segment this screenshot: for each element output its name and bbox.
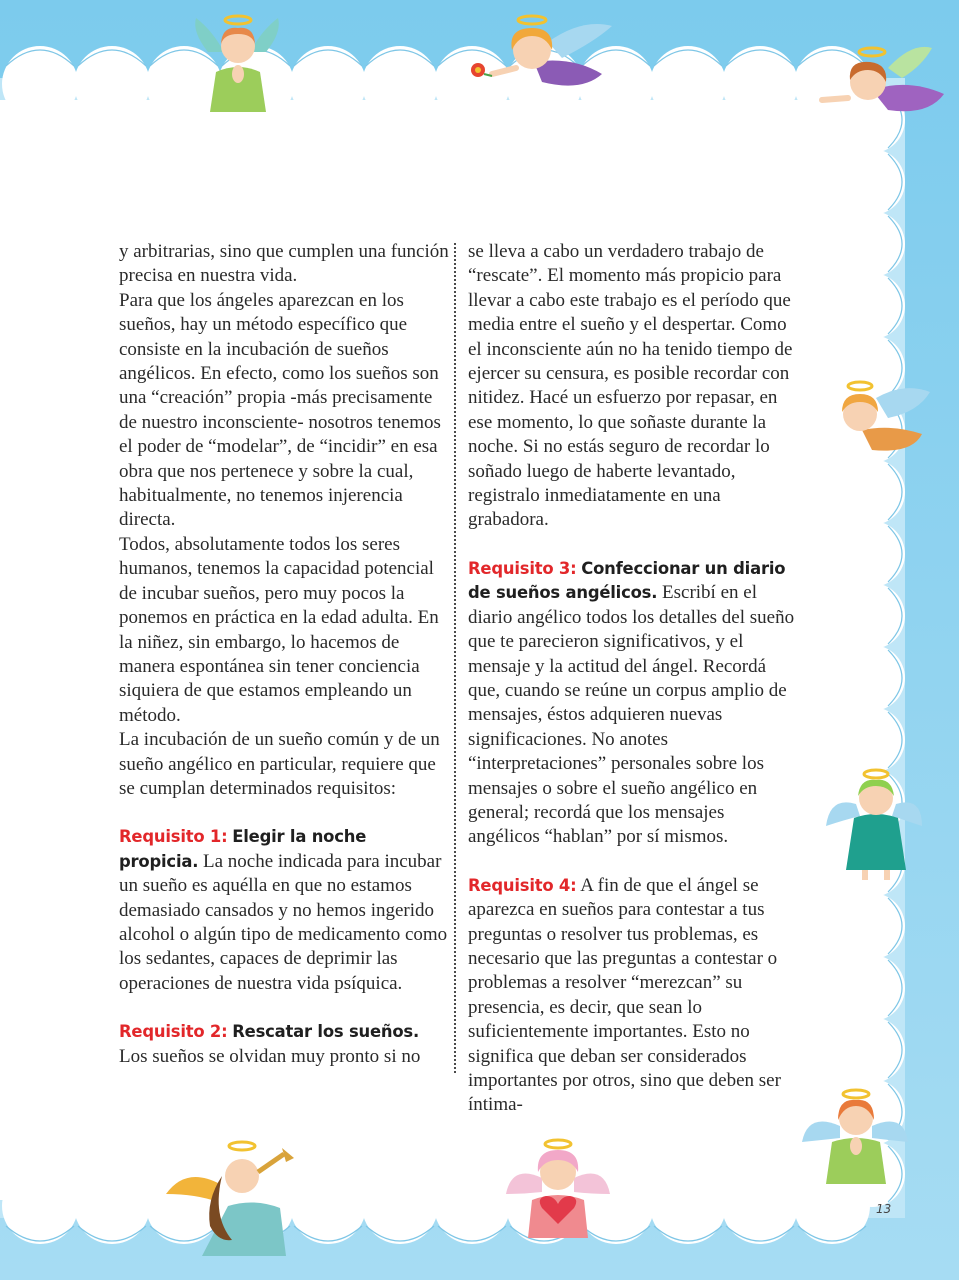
heart-angel-icon <box>502 1134 614 1242</box>
paragraph: se lleva a cabo un verdadero trabajo de “rescate”. El momento más propicio para llevar a cabo este trabajo es el período que media entre el sueño y el despertar. Como el inconsciente aún no ha tenido tiempo de ejercer su censura, es posible recordar con nitidez. Hacé un esfuerzo por repasar, en ese momento, lo que soñaste durante la noche. Si no estás seguro de recordar lo soñado luego de haberte levantado, registralo inmediatamente en una grabadora. <box>468 241 793 531</box>
praying-angel-icon <box>800 1086 910 1186</box>
requirement-2 <box>119 1020 449 1069</box>
resting-angel-icon <box>832 378 932 458</box>
cheering-angel-icon <box>826 766 922 882</box>
requirement-label: Requisito 1: <box>119 827 228 847</box>
requirement-text: La noche indicada para incubar un sueño es aquélla en que no estamos demasiado cansados y no hemos ingerido alcohol o algún tipo de medicamento como los sedantes, capaces de deprimir las operaciones de nuestra vida psíquica. <box>119 850 448 994</box>
requirement-title: Rescatar los sueños. <box>232 1022 419 1042</box>
requirement-3 <box>468 557 798 850</box>
paragraph: y arbitrarias, sino que cumplen una función precisa en nuestra vida. <box>119 241 449 287</box>
page-number: 13 <box>876 1202 892 1216</box>
requirement-label: Requisito 2: <box>119 1022 228 1042</box>
requirement-4 <box>468 874 798 1118</box>
flying-angel-icon <box>812 38 952 134</box>
requirement-text: A fin de que el ángel se aparezca en sueños para contestar a tus preguntas o resolver tus problemas, es necesario que las preguntas a contestar o problemas a resolver “merezcan” su presencia, es decir, que sean lo suficientemente importantes. Esto no significa que deban ser considerados importantes por otros, sino que deben ser íntima- <box>468 874 781 1116</box>
praying-angel-icon <box>192 12 282 116</box>
column-divider <box>454 243 456 1073</box>
requirement-title: Confeccionar un diario de sueños angélicos. <box>468 558 786 603</box>
requirement-label: Requisito 4: <box>468 875 577 895</box>
requirement-1 <box>119 825 449 996</box>
right-column <box>468 240 798 1118</box>
trumpet-angel-icon <box>162 1136 312 1262</box>
requirement-text: Los sueños se olvidan muy pronto si no <box>119 1045 421 1067</box>
paragraph: Todos, absolutamente todos los seres humanos, tenemos la capacidad potencial de incubar sueños, pero muy pocos la ponemos en práctica en la edad adulta. En la niñez, sin embargo, lo hacemos de manera espontánea sin tener conciencia siquiera de que estamos empleando un método. <box>119 533 439 726</box>
paragraph: La incubación de un sueño común y de un sueño angélico en particular, requiere que se cumplan determinados requisitos: <box>119 729 440 799</box>
flying-angel-with-flower-icon <box>462 12 622 108</box>
requirement-label: Requisito 3: <box>468 558 577 578</box>
left-column <box>119 240 449 1069</box>
paragraph: Para que los ángeles aparezcan en los sueños, hay un método específico que consiste en la incubación de sueños angélicos. En efecto, como los sueños son una “creación” propia -más precisamente de nuestro inconsciente- nosotros tenemos el poder de “modelar”, de “incidir” en esa obra que nos pertenece y sobre la cual, habitualmente, no tenemos injerencia directa. <box>119 289 441 531</box>
requirement-title: Elegir la noche propicia. <box>119 827 367 871</box>
requirement-text: Escribí en el diario angélico todos los detalles del sueño que te parecieron significativos, y el mensaje y la actitud del ángel. Recordá que, cuando se reúne un corpus amplio de mensajes, éstos adquieren nuevas significaciones. No anotes “interpretaciones” personales sobre los mensajes o sobre el sueño angélico en general; recordá que los mensajes angélicos “hablan” por sí mismos. <box>468 582 795 848</box>
